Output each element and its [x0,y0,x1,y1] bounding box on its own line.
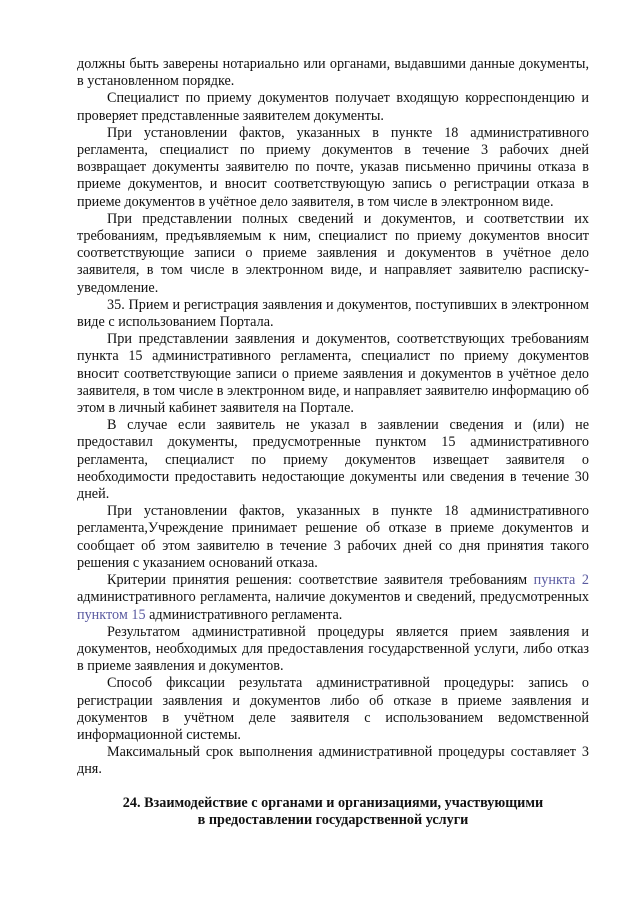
section-heading-line-1: 24. Взаимодействие с органами и организациями, участвующими [122,794,544,811]
link-item-15[interactable]: пунктом 15 [77,606,146,623]
criteria-text-3: административного регламента. [145,606,343,623]
section-heading-24 [77,795,589,830]
paragraph-max-duration: Максимальный срок выполнения административной процедуры составляет 3 дня. [77,744,589,778]
paragraph-recording-method: Способ фиксации результата административной процедуры: запись о регистрации заявления и документов либо об отказе в приеме заявления и документов в учётном деле заявителя с использованием ведомственной информационной системы. [77,675,589,743]
paragraph-portal-acceptance: При представлении заявления и документов, соответствующих требованиям пункта 15 административного регламента, специалист по приему документов вносит соответствующие записи о приеме заявления и документов в учётное дело заявителя, в том числе в электронном виде, и направляет заявителю информацию об этом в личный кабинет заявителя на Портале. [77,331,589,417]
paragraph-missing-info: В случае если заявитель не указал в заявлении сведения и (или) не предоставил документы, предусмотренные пунктом 15 административного регламента, специалист по приему документов извещает заявителя о необходимости предоставить недостающие документы или сведения в течение 30 дней. [77,417,589,503]
paragraph-decision-criteria [77,572,589,624]
criteria-text-1: Критерии принятия решения: соответствие заявителя требованиям [107,572,534,589]
paragraph-institution-refusal: При установлении фактов, указанных в пункте 18 административного регламента,Учреждение принимает решение об отказе в приеме документов и сообщает об этом заявителю в течение 3 рабочих дней со дня принятия такого решения с указанием оснований отказа. [77,503,589,571]
paragraph-result: Результатом административной процедуры является прием заявления и документов, необходимых для предоставления государственной услуги, либо отказ в приеме заявления и документов. [77,623,589,675]
document-body [77,56,589,829]
paragraph-full-documents: При представлении полных сведений и документов, и соответствии их требованиям, предъявляемым к ним, специалист по приему документов вносит соответствующие записи о приеме заявления и документов в учётное дело заявителя, в том числе в электронном виде, и направляет заявителю расписку-уведомление. [77,210,589,296]
link-item-2[interactable]: пункта 2 [533,572,590,589]
paragraph-incoming-correspondence: Специалист по приему документов получает входящую корреспонденцию и проверяет представленные заявителем документы. [77,90,589,124]
paragraph-continuation: должны быть заверены нотариально или органами, выдавшими данные документы, в установленном порядке. [77,56,589,90]
section-heading-line-2: в предоставлении государственной услуги [197,811,469,828]
paragraph-refusal-return: При установлении фактов, указанных в пункте 18 административного регламента, специалист по приему документов в течение 3 рабочих дней возвращает документы заявителю по почте, указав письменно причины отказа в приеме документов, и вносит соответствующую запись о регистрации отказа в приеме документов в учётное дело заявителя, в том числе в электронном виде. [77,124,589,210]
paragraph-item-35: 35. Прием и регистрация заявления и документов, поступивших в электронном виде с использованием Портала. [77,296,589,331]
criteria-text-2: административного регламента, наличие документов и сведений, предусмотренных [77,589,589,606]
